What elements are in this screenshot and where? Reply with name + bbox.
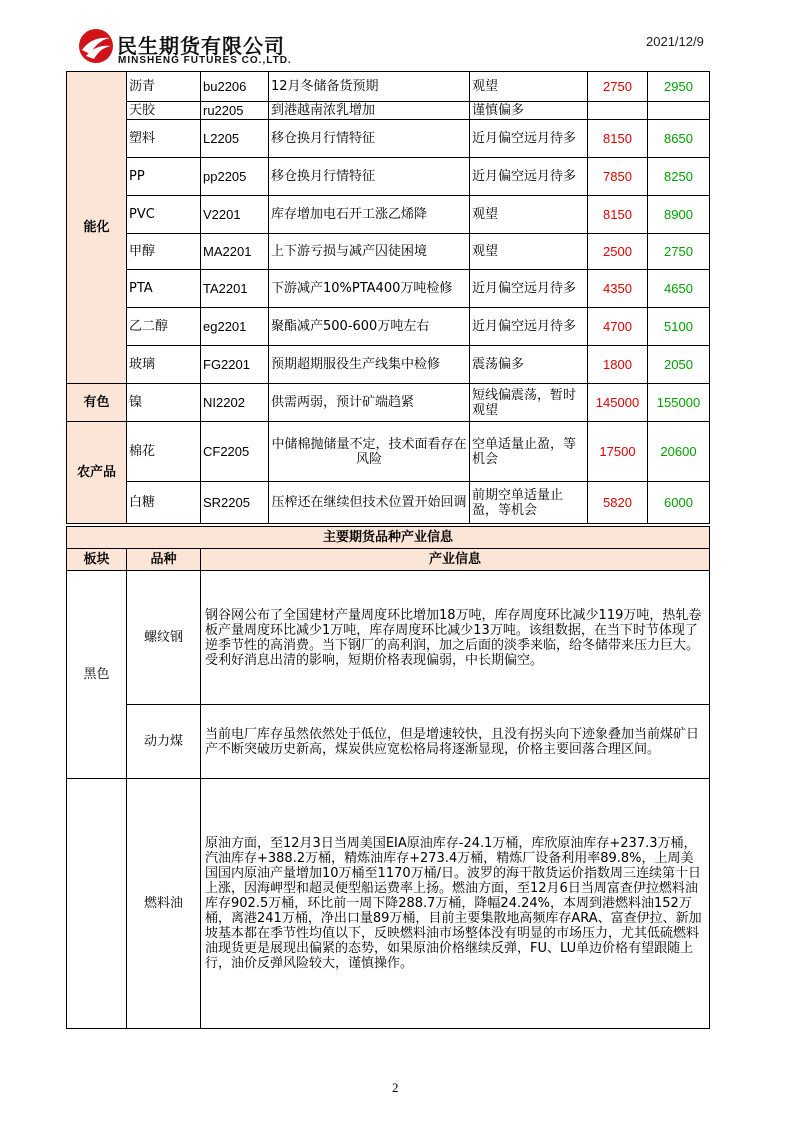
view-cell: 前期空单适量止盈，等机会 [470, 482, 588, 524]
resistance-price: 155000 [648, 384, 710, 422]
view-cell: 震荡偏多 [470, 346, 588, 384]
strategy-row [67, 482, 710, 524]
sector-blank [67, 779, 127, 1029]
strategy-row [67, 270, 710, 308]
variety-cell: 白糖 [127, 482, 201, 524]
report-date: 2021/12/9 [646, 34, 704, 49]
logic-cell: 压榨还在继续但技术位置开始回调 [269, 482, 470, 524]
category-nonferrous: 有色 [67, 384, 127, 422]
strategy-row [67, 102, 710, 120]
col-sector-header: 板块 [67, 549, 127, 571]
industry-text: 当前电厂库存虽然依然处于低位，但是增速较快，且没有拐头向下迹象叠加当前煤矿日产不断突破历史新高，煤炭供应宽松格局将逐渐显现，价格主要回落合理区间。 [201, 705, 710, 779]
contract-code: NI2202 [201, 384, 269, 422]
support-price: 17500 [588, 422, 648, 482]
resistance-price: 4650 [648, 270, 710, 308]
sector-black: 黑色 [67, 571, 127, 779]
resistance-price: 8900 [648, 196, 710, 234]
strategy-row [67, 158, 710, 196]
logic-cell: 移仓换月行情特征 [269, 158, 470, 196]
industry-text: 钢谷网公布了全国建材产量周度环比增加18万吨，库存周度环比减少119万吨，热轧卷板产量周度环比减少1万吨，库存周度环比减少13万吨。该组数据，在当下时节体现了逆季节性的高消费。当下钢厂的高利润，加之后面的淡季来临，给冬储带来压力巨大。受利好消息出清的影响，短期价格表现偏弱，中长期偏空。 [201, 571, 710, 705]
contract-code: L2205 [201, 120, 269, 158]
contract-code: eg2201 [201, 308, 269, 346]
industry-row [67, 705, 710, 779]
contract-code: ru2205 [201, 102, 269, 120]
logic-cell: 12月冬储备货预期 [269, 72, 470, 102]
category-agriculture: 农产品 [67, 422, 127, 524]
contract-code: bu2206 [201, 72, 269, 102]
variety-cell: 塑料 [127, 120, 201, 158]
resistance-price: 8650 [648, 120, 710, 158]
industry-section-title: 主要期货品种产业信息 [67, 527, 710, 549]
view-cell: 近月偏空远月待多 [470, 270, 588, 308]
logic-cell: 供需两弱，预计矿端趋紧 [269, 384, 470, 422]
view-cell: 近月偏空远月待多 [470, 158, 588, 196]
industry-text: 原油方面，至12月3日当周美国EIA原油库存-24.1万桶，库欣原油库存+237.3万桶，汽油库存+388.2万桶，精炼油库存+273.4万桶，精炼厂设备利用率89.8%，上周美国国内原油产量增加10万桶至1170万桶/日。波罗的海干散货运价指数周三连续第十日上涨，因海岬型和超灵便型船运费率上扬。燃油方面，至12月6日当周富查伊拉燃料油库存902.5万桶，环比前一周下降288.7万桶，降幅24.24%，本周到港燃料油152万桶，离港241万桶，净出口量89万桶，目前主要集散地高频库存ARA、富查伊拉、新加坡基本都在季节性均值以下，反映燃料油市场整体没有明显的市场压力，尤其低硫燃料油现货更是展现出偏紧的态势，如果原油价格继续反弹，FU、LU单边价格有望跟随上行，油价反弹风险较大，谨慎操作。 [201, 779, 710, 1029]
page-header [0, 0, 794, 75]
support-price: 7850 [588, 158, 648, 196]
support-price [588, 102, 648, 120]
industry-table [66, 526, 710, 1029]
contract-code: FG2201 [201, 346, 269, 384]
view-cell: 近月偏空远月待多 [470, 120, 588, 158]
strategy-row [67, 120, 710, 158]
industry-row [67, 779, 710, 1029]
company-name-cn: 民生期货有限公司 [117, 34, 285, 58]
resistance-price: 6000 [648, 482, 710, 524]
industry-variety: 燃料油 [127, 779, 201, 1029]
col-variety-header: 品种 [127, 549, 201, 571]
support-price: 4350 [588, 270, 648, 308]
contract-code: pp2205 [201, 158, 269, 196]
col-info-header: 产业信息 [201, 549, 710, 571]
variety-cell: 棉花 [127, 422, 201, 482]
logic-cell: 下游减产10%PTA400万吨检修 [269, 270, 470, 308]
variety-cell: PVC [127, 196, 201, 234]
view-cell: 近月偏空远月待多 [470, 308, 588, 346]
support-price: 5820 [588, 482, 648, 524]
contract-code: CF2205 [201, 422, 269, 482]
logic-cell: 中储棉抛储量不定，技术面看存在风险 [269, 422, 470, 482]
contract-code: TA2201 [201, 270, 269, 308]
strategy-row [67, 72, 710, 102]
support-price: 145000 [588, 384, 648, 422]
resistance-price [648, 102, 710, 120]
variety-cell: 镍 [127, 384, 201, 422]
support-price: 4700 [588, 308, 648, 346]
page-number: 2 [392, 1080, 399, 1095]
variety-cell: 乙二醇 [127, 308, 201, 346]
logic-cell: 移仓换月行情特征 [269, 120, 470, 158]
industry-variety: 螺纹钢 [127, 571, 201, 705]
logic-cell: 库存增加电石开工涨乙烯降 [269, 196, 470, 234]
view-cell: 观望 [470, 234, 588, 270]
variety-cell: 玻璃 [127, 346, 201, 384]
logic-cell: 聚酯减产500-600万吨左右 [269, 308, 470, 346]
support-price: 1800 [588, 346, 648, 384]
industry-variety: 动力煤 [127, 705, 201, 779]
logic-cell: 上下游亏损与减产囚徒困境 [269, 234, 470, 270]
industry-row [67, 571, 710, 705]
strategy-row [67, 196, 710, 234]
variety-cell: 甲醇 [127, 234, 201, 270]
contract-code: MA2201 [201, 234, 269, 270]
view-cell: 空单适量止盈，等机会 [470, 422, 588, 482]
contract-code: V2201 [201, 196, 269, 234]
variety-cell: PTA [127, 270, 201, 308]
resistance-price: 5100 [648, 308, 710, 346]
resistance-price: 2750 [648, 234, 710, 270]
contract-code: SR2205 [201, 482, 269, 524]
strategy-row [67, 308, 710, 346]
resistance-price: 8250 [648, 158, 710, 196]
view-cell: 观望 [470, 196, 588, 234]
support-price: 2500 [588, 234, 648, 270]
support-price: 8150 [588, 196, 648, 234]
variety-cell: PP [127, 158, 201, 196]
strategy-row [67, 422, 710, 482]
company-name-en: MINSHENG FUTURES CO.,LTD. [118, 55, 292, 66]
minsheng-logo-icon [78, 28, 114, 64]
support-price: 8150 [588, 120, 648, 158]
strategy-table [66, 71, 710, 524]
view-cell: 谨慎偏多 [470, 102, 588, 120]
variety-cell: 天胶 [127, 102, 201, 120]
category-energy-chem: 能化 [67, 72, 127, 384]
logic-cell: 预期超期服役生产线集中检修 [269, 346, 470, 384]
variety-cell: 沥青 [127, 72, 201, 102]
support-price: 2750 [588, 72, 648, 102]
strategy-row [67, 234, 710, 270]
strategy-row [67, 384, 710, 422]
resistance-price: 20600 [648, 422, 710, 482]
strategy-row [67, 346, 710, 384]
view-cell: 观望 [470, 72, 588, 102]
view-cell: 短线偏震荡，暂时观望 [470, 384, 588, 422]
resistance-price: 2050 [648, 346, 710, 384]
resistance-price: 2950 [648, 72, 710, 102]
logic-cell: 到港越南浓乳增加 [269, 102, 470, 120]
